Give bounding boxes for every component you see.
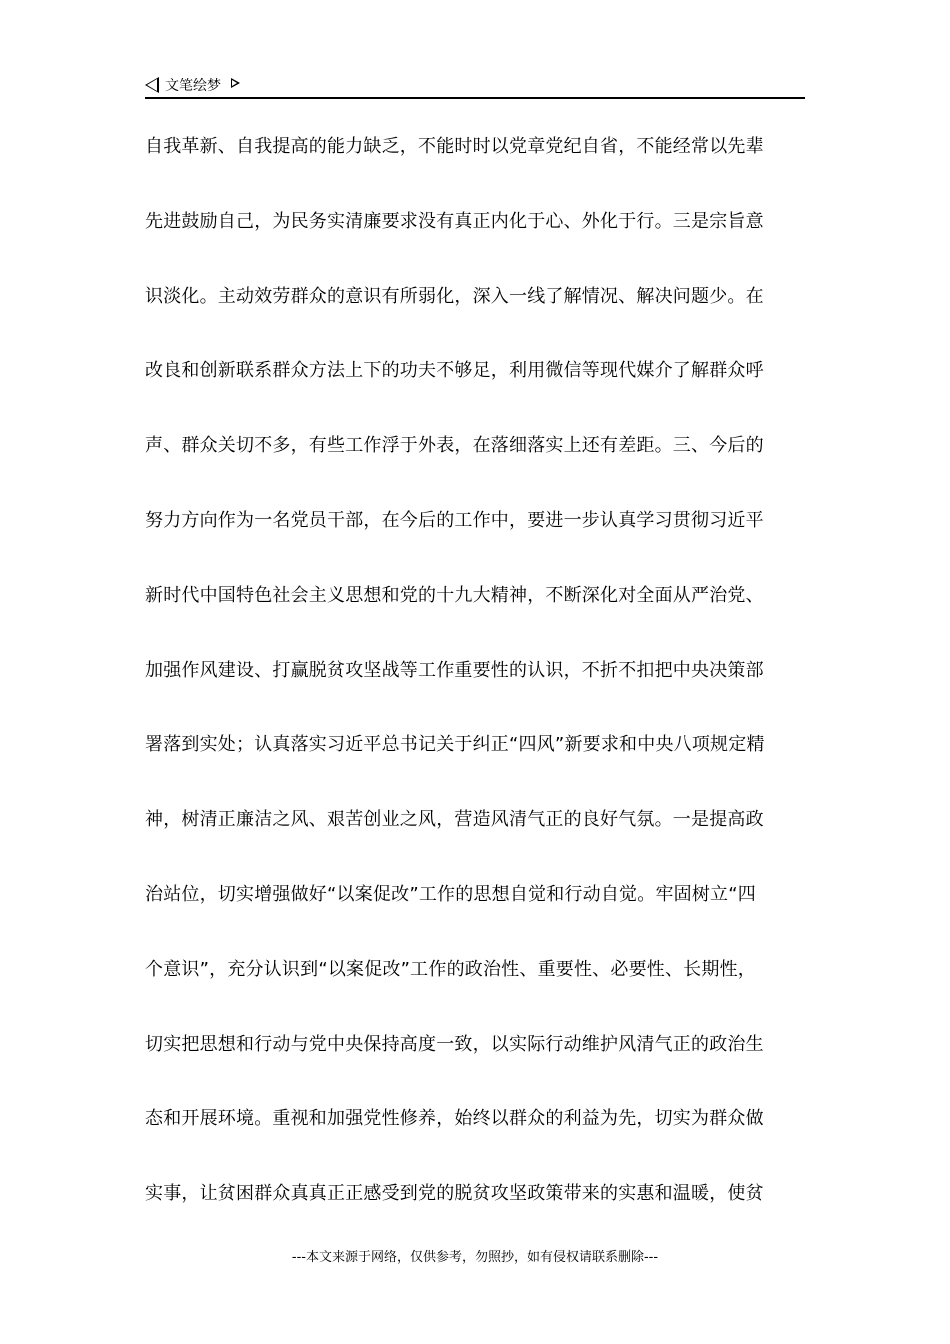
- body-line: 神，树清正廉洁之风、艰苦创业之风，营造风清气正的良好气氛。一是提高政: [145, 809, 764, 831]
- body-line: 先进鼓励自己，为民务实清廉要求没有真正内化于心、外化于行。三是宗旨意: [145, 210, 764, 232]
- body-line: 实事，让贫困群众真真正正感受到党的脱贫攻坚政策带来的实惠和温暖，使贫: [145, 1183, 764, 1205]
- page-header: [145, 74, 805, 96]
- body-line: 个意识”，充分认识到“以案促改”工作的政治性、重要性、必要性、长期性，: [145, 958, 756, 980]
- body-line: 新时代中国特色社会主义思想和党的十九大精神，不断深化对全面从严治党、: [145, 584, 764, 606]
- body-line: 声、群众关切不多，有些工作浮于外表，在落细落实上还有差距。三、今后的: [145, 435, 764, 457]
- header-rule: [145, 97, 805, 99]
- footer-notice: ---本文来源于网络，仅供参考，勿照抄，如有侵权请联系删除---: [291, 1250, 659, 1265]
- triangle-left-icon: [145, 77, 159, 93]
- triangle-right-icon: [231, 78, 240, 88]
- body-line: 切实把思想和行动与党中央保持高度一致，以实际行动维护风清气正的政治生: [145, 1033, 764, 1055]
- body-line: 改良和创新联系群众方法上下的功夫不够足，利用微信等现代媒介了解群众呼: [145, 360, 764, 382]
- body-line: 加强作风建设、打赢脱贫攻坚战等工作重要性的认识，不折不扣把中央决策部: [145, 659, 764, 681]
- body-line: 自我革新、自我提高的能力缺乏，不能时时以党章党纪自省，不能经常以先辈: [145, 136, 764, 157]
- body-line: 努力方向作为一名党员干部，在今后的工作中，要进一步认真学习贯彻习近平: [145, 509, 764, 531]
- body-line: 治站位，切实增强做好“以案促改”工作的思想自觉和行动自觉。牢固树立“四: [145, 883, 756, 905]
- body-line: 署落到实处；认真落实习近平总书记关于纠正“四风”新要求和中央八项规定精: [145, 734, 765, 756]
- document-body: [145, 130, 805, 1252]
- body-line: 态和开展环境。重视和加强党性修养，始终以群众的利益为先，切实为群众做: [145, 1108, 764, 1130]
- body-line: 识淡化。主动效劳群众的意识有所弱化，深入一线了解情况、解决问题少。在: [145, 285, 764, 307]
- header-title: 文笔绘梦: [165, 78, 221, 94]
